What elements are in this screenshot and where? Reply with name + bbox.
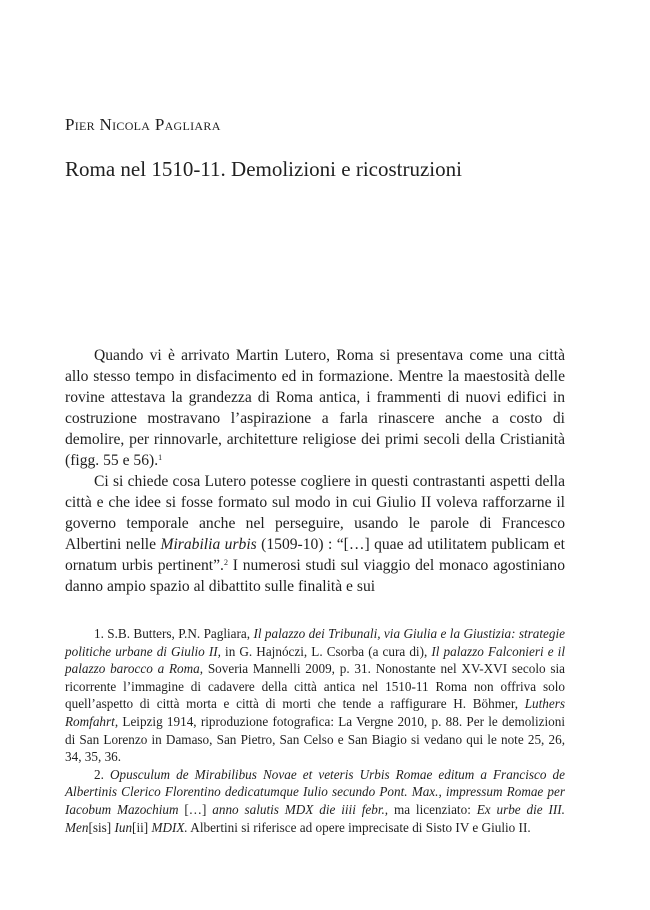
work-title: Mirabilia urbis	[160, 536, 257, 553]
note-text: Albertini si riferisce ad opere imprecisate di Sisto IV e Giulio II.	[187, 819, 531, 835]
footnotes	[65, 625, 565, 836]
note-italic: Il palazzo dei Tribunali, via Giulia e la Giustizia: strategie politiche urbane di Giulio II,	[65, 626, 566, 659]
note-italic: Iun	[114, 819, 133, 835]
note-text: , Leipzig 1914, riproduzione fotografica: La Vergne 2010, p. 88. Per le demolizioni di San Lorenzo in Damaso, San Pietro, San Celso e San Biagio si vedano qui le note 25, 26, 34, 35, 36.	[65, 713, 565, 765]
note-text: ma licenziato:	[388, 801, 477, 817]
paragraph-text: (1509-10) : “[…] quae ad utilitatem publicam et ornatum urbis pertinent”.	[65, 536, 565, 574]
note-text: , Soveria Mannelli 2009, p. 31. Nonostante nel XV-XVI secolo sia ricorrente l’immagine di cadavere della città antica nel 1510-11 Roma non offriva solo quell’aspetto di città morta e città di morti che tende a raffigurare H. Böhmer,	[65, 661, 566, 712]
paragraph-text: Quando vi è arrivato Martin Lutero, Roma si presentava come una città allo stesso tempo in disfacimento ed in formazione. Mentre la maestosità delle rovine attestava la grandezza di Roma antica, i frammenti di nuovi edifici in costruzione mostravano l’aspirazione a farla rinascere anche a costo di demolire, per rinnovarle, architetture religiose dei primi secoli della Cristianità (figg. 55 e 56).	[65, 347, 565, 469]
note-text: [sis]	[88, 819, 115, 835]
note-text: in G. Hajnóczi, L. Csorba (a cura di),	[220, 643, 432, 659]
footnote-ref-1[interactable]: 1	[158, 453, 163, 462]
note-text: 2.	[94, 766, 110, 782]
chapter-title: Roma nel 1510-11. Demolizioni e ricostruzioni	[65, 157, 462, 181]
paragraph-text: Ci si chiede cosa Lutero potesse cogliere in questi contrastanti aspetti della città e che idee si fosse formato sul modo in cui Giulio II voleva rafforzarne il governo temporale anche nel perseguire, usando le parole di Francesco Albertini nelle	[65, 473, 565, 553]
note-text: 1. S.B. Butters, P.N. Pagliara,	[94, 626, 254, 641]
paragraph-text: I numerosi studi sul viaggio del monaco agostiniano danno ampio spazio al dibattito sulle finalità e sui	[65, 557, 565, 595]
footnote-1	[65, 625, 565, 766]
note-italic: Opusculum de Mirabilibus Novae et veteris Urbis Romae editum a Francisco de Albertinis Clerico Florentino dedicatumque Iulio secundo Pont. Max., impressum Romae per Iacobum Mazochium	[65, 766, 565, 817]
footnote-ref-2[interactable]: 2	[223, 558, 228, 567]
body-text	[65, 345, 565, 597]
note-italic: Ex urbe die III. Men	[65, 801, 565, 835]
note-text: [ii]	[132, 819, 152, 835]
note-italic: anno salutis MDX die iiii febr.,	[212, 801, 389, 817]
body-paragraph-1	[65, 345, 565, 471]
note-italic: Il palazzo Falconieri e il palazzo barocco a Roma	[65, 643, 565, 677]
note-text: […]	[178, 801, 213, 817]
footnote-2	[65, 766, 565, 836]
note-italic: MDIX.	[151, 819, 188, 835]
body-paragraph-2	[65, 471, 565, 597]
note-italic: Luthers Romfahrt	[65, 696, 565, 729]
author-name: Pier Nicola Pagliara	[65, 115, 221, 134]
